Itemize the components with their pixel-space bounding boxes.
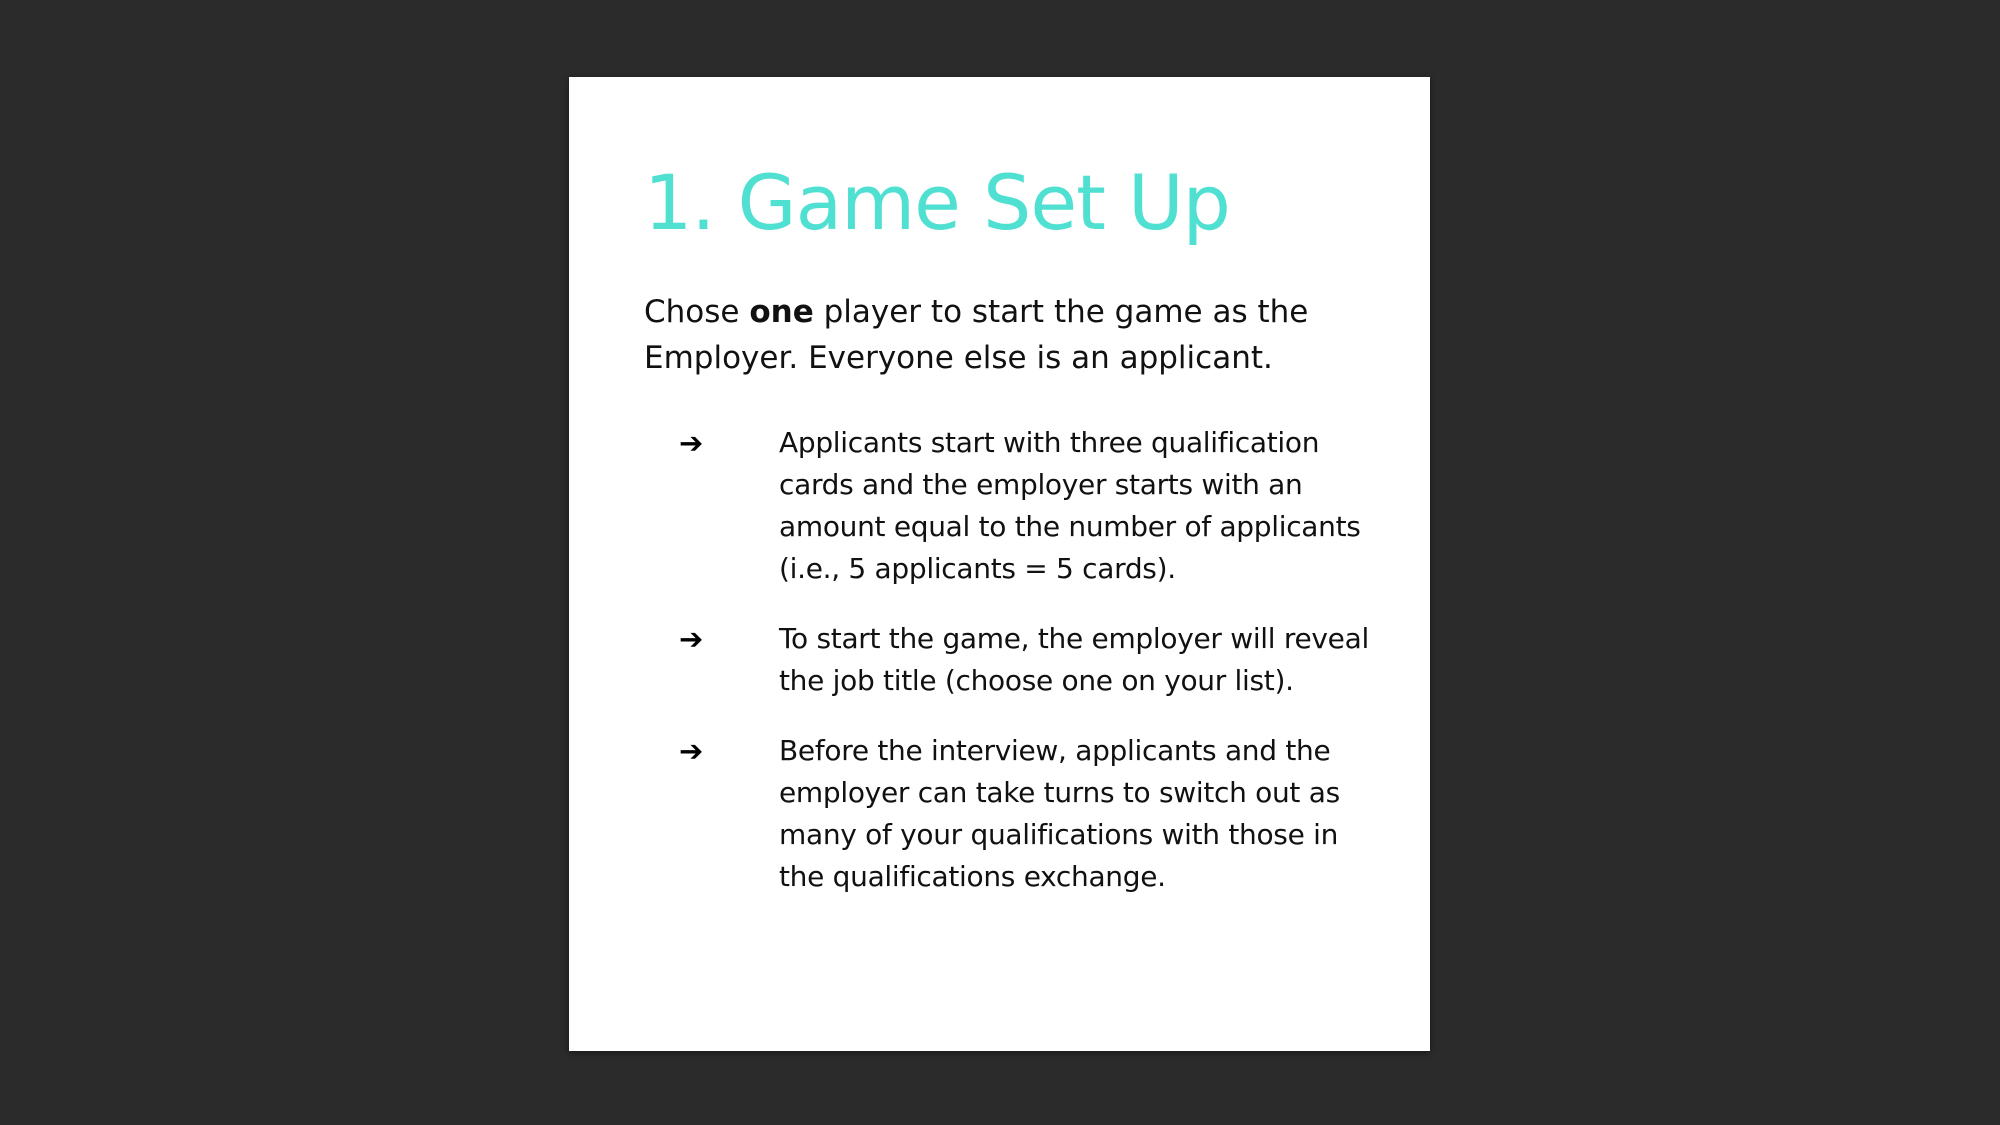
- bullet-text: Before the interview, applicants and the employer can take turns to switch out as many of your qualifications with those in the qualifications exchange.: [779, 734, 1340, 893]
- bullet-list: [679, 422, 1379, 926]
- list-item: [679, 618, 1379, 702]
- slide-title: 1. Game Set Up: [644, 158, 1230, 247]
- slide-card: [569, 77, 1430, 1051]
- list-item: [679, 422, 1379, 590]
- intro-text-end: player to start the game as the Employer. Everyone else is an applicant.: [644, 294, 1309, 376]
- arrow-icon: ➔: [679, 734, 704, 768]
- intro-bold-word: one: [749, 294, 814, 330]
- intro-paragraph: [644, 289, 1404, 381]
- intro-text-start: Chose: [644, 294, 750, 330]
- arrow-icon: ➔: [679, 622, 704, 656]
- bullet-text: Applicants start with three qualification cards and the employer starts with an amount equal to the number of applicants (i.e., 5 applicants = 5 cards).: [779, 426, 1361, 585]
- list-item: [679, 730, 1379, 898]
- arrow-icon: ➔: [679, 426, 704, 460]
- bullet-text: To start the game, the employer will reveal the job title (choose one on your list).: [779, 622, 1369, 697]
